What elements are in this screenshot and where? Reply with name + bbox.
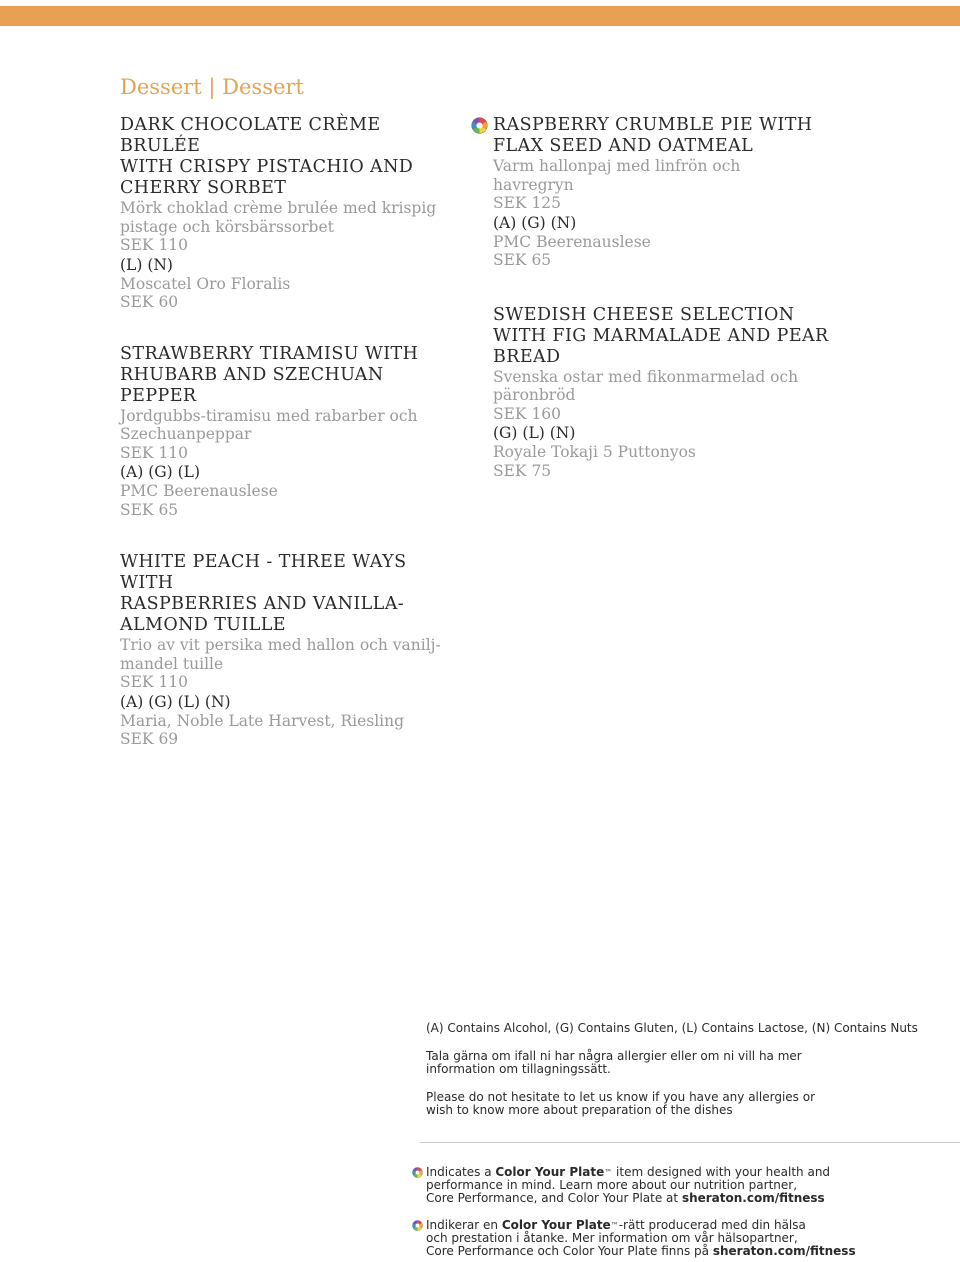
section-title: Dessert | Dessert xyxy=(120,75,304,99)
swedish-allergy-note: Tala gärna om ifall ni har några allergier eller om ni vill ha mer information om tillagningssätt. xyxy=(426,1048,802,1076)
dish-price: SEK 160 xyxy=(493,404,562,423)
left-column xyxy=(120,115,465,749)
divider xyxy=(420,1142,960,1143)
allergen-codes: (G) (L) (N) xyxy=(493,424,576,442)
english-allergy-note: Please do not hesitate to let us know if you have any allergies or wish to know more about preparation of the dishes xyxy=(426,1089,815,1117)
brand-name: Color Your Plate xyxy=(495,1165,605,1179)
allergy-notes xyxy=(426,1022,946,1118)
wine-pairing: PMC Beerenauslese xyxy=(120,482,278,500)
wine-pairing: PMC Beerenauslese xyxy=(493,232,651,251)
color-your-plate-icon xyxy=(412,1167,423,1178)
wine-price: SEK 69 xyxy=(120,730,179,748)
menu-item xyxy=(120,115,465,312)
dish-name: RASPBERRY CRUMBLE PIE WITH FLAX SEED AND OATMEAL xyxy=(493,115,833,157)
dish-description: Trio av vit persika med hallon och vanilj- mandel tuille xyxy=(120,636,441,673)
dish-price: SEK 110 xyxy=(120,236,189,254)
allergen-legend: (A) Contains Alcohol, (G) Contains Gluten, (L) Contains Lactose, (N) Contains Nuts xyxy=(426,1021,918,1035)
wine-pairing: Moscatel Oro Floralis xyxy=(120,274,291,293)
sheraton-fitness-link[interactable]: sheraton.com/fitness xyxy=(712,1244,856,1259)
dish-price: SEK 110 xyxy=(120,673,189,691)
menu-item xyxy=(493,115,833,270)
dish-price: SEK 110 xyxy=(120,443,189,462)
dish-description: Varm hallonpaj med linfrön och havregryn xyxy=(493,157,741,194)
brand-name: Color Your Plate xyxy=(501,1218,611,1232)
dish-name: SWEDISH CHEESE SELECTION WITH FIG MARMALADE AND PEAR BREAD xyxy=(493,304,829,367)
wine-pairing: Maria, Noble Late Harvest, Riesling xyxy=(120,711,405,730)
dish-description: Svenska ostar med fikonmarmelad och päronbröd xyxy=(493,367,799,404)
menu-item xyxy=(120,552,465,749)
dish-description: Jordgubbs-tiramisu med rabarber och Szechuanpeppar xyxy=(120,406,418,443)
color-your-plate-note-en: Indicates a Color Your Plate™ item designed with your health and performance in mind. Learn more about our nutrition partner, Core Performance, and Color Your Plate at sheraton.com/fitness xyxy=(426,1166,946,1206)
right-column xyxy=(493,115,833,480)
color-your-plate-icon xyxy=(412,1220,423,1231)
wine-pairing: Royale Tokaji 5 Puttonyos xyxy=(493,443,696,461)
allergen-codes: (L) (N) xyxy=(120,255,173,274)
allergen-codes: (A) (G) (L) xyxy=(120,463,201,481)
dish-name: WHITE PEACH - THREE WAYS WITH RASPBERRIES AND VANILLA- ALMOND TUILLE xyxy=(120,552,407,635)
header-accent-bar xyxy=(0,6,960,26)
menu-item xyxy=(493,305,833,481)
dish-description: Mörk choklad crème brulée med krispig pistage och körsbärssorbet xyxy=(120,199,437,236)
wine-price: SEK 60 xyxy=(120,293,179,311)
sheraton-fitness-link[interactable]: sheraton.com/fitness xyxy=(681,1191,825,1206)
dish-price: SEK 125 xyxy=(493,194,562,212)
allergen-codes: (A) (G) (L) (N) xyxy=(120,692,231,711)
allergen-codes: (A) (G) (N) xyxy=(493,213,577,232)
dish-name: DARK CHOCOLATE CRÈME BRULÉE WITH CRISPY PISTACHIO AND CHERRY SORBET xyxy=(120,115,414,198)
color-your-plate-note-sv: Indikerar en Color Your Plate™-rätt producerad med din hälsa och prestation i åtanke. Mer information om vår hälsopartner, Core Performance och Color Your Plate finns på sheraton.com/fitness xyxy=(426,1219,946,1259)
wine-price: SEK 65 xyxy=(493,251,552,269)
color-your-plate-icon xyxy=(471,117,488,134)
wine-price: SEK 75 xyxy=(493,461,552,480)
wine-price: SEK 65 xyxy=(120,500,179,519)
menu-item xyxy=(120,344,465,520)
dish-name: STRAWBERRY TIRAMISU WITH RHUBARB AND SZECHUAN PEPPER xyxy=(120,343,419,406)
